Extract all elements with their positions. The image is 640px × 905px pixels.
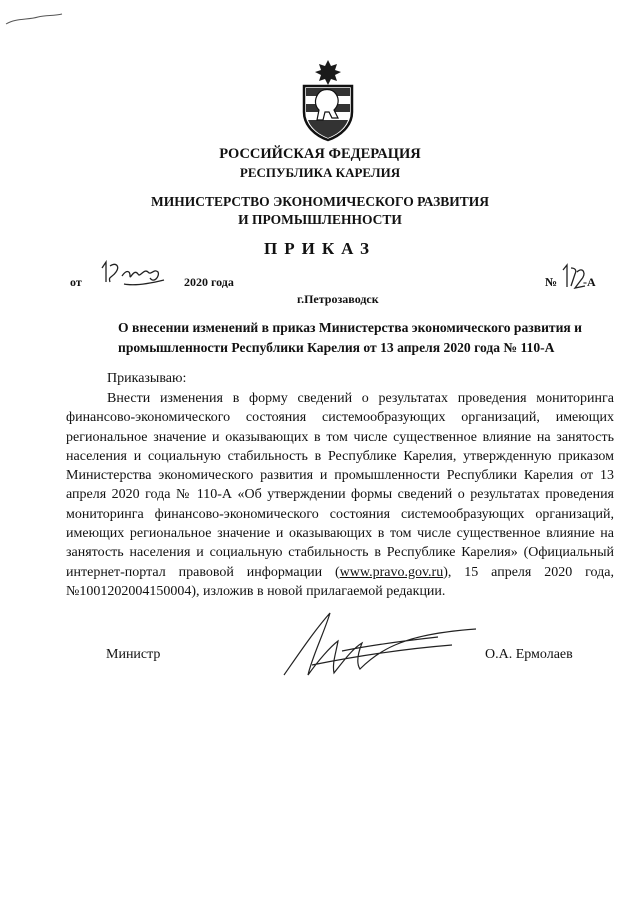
signer-position: Министр bbox=[106, 647, 161, 662]
header-region: РЕСПУБЛИКА КАРЕЛИЯ bbox=[239, 165, 401, 180]
handwritten-signature bbox=[272, 605, 502, 690]
pravo-portal-link[interactable]: www.pravo.gov.ru bbox=[339, 564, 444, 580]
date-year-text: 2020 года bbox=[184, 275, 234, 289]
signer-name: О.А. Ермолаев bbox=[485, 647, 573, 662]
handwritten-date bbox=[98, 258, 170, 292]
body-text-part1: Внести изменения в форму сведений о результатах проведения мониторинга финансово-экономического состояния системообразующих организаций, имеющих региональное значение и оказывающих в том числе существенное влияние на занятость населения и социальную стабильность в Республике Карелия, утвержденную приказом Министерства экономического развития и промышленности Республики Карелия от 13 апреля 2020 года № 110-А «Об утверждении формы сведений о результатах проведения мониторинга финансово-экономического состояния системообразующих организаций, имеющих региональное значение и оказывающих в том числе существенное влияние на занятость населения и социальную стабильность в Республике Карелия» (Официальный интернет-портал правовой информации ( bbox=[66, 391, 614, 580]
order-number-label: № bbox=[545, 275, 558, 289]
order-title: О внесении изменений в приказ Министерства экономического развития и промышленности Республики Карелия от 13 апреля 2020 года № 110-А bbox=[118, 320, 583, 355]
body-text-part2: ), 15 апреля 2020 года, №1001202004150004), изложив в новой прилагаемой редакции. bbox=[66, 564, 614, 599]
header-ministry-line2: И ПРОМЫШЛЕННОСТИ bbox=[238, 212, 402, 227]
header-country: РОССИЙСКАЯ ФЕДЕРАЦИЯ bbox=[219, 146, 421, 162]
date-from-label: от bbox=[70, 275, 82, 289]
corner-pen-mark bbox=[4, 8, 84, 30]
header-ministry-line1: МИНИСТЕРСТВО ЭКОНОМИЧЕСКОГО РАЗВИТИЯ bbox=[151, 194, 489, 209]
karelia-coat-of-arms-icon bbox=[296, 58, 360, 142]
order-number-suffix: -А bbox=[583, 275, 596, 289]
order-body-paragraph bbox=[66, 389, 614, 601]
city-label: г.Петрозаводск bbox=[297, 292, 379, 306]
greeting-text: Приказываю: bbox=[107, 371, 187, 386]
document-type-title: ПРИКАЗ bbox=[264, 239, 376, 258]
